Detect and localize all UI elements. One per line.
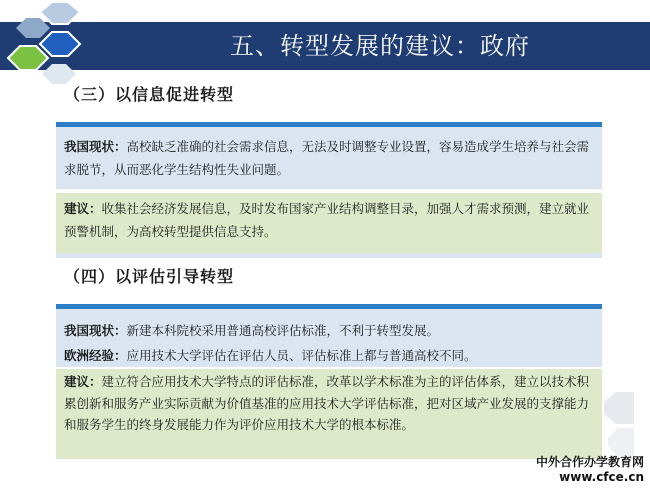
hexagon-logo-icon [0,0,110,90]
status-row [56,131,602,189]
hexagon-green-icon [8,46,48,70]
watermark-url: www.cfce.cn [559,470,644,484]
decorative-hexagon-icon [604,388,650,458]
slide-title [150,22,610,70]
hexagon-blue-icon [40,32,80,56]
hexagon-icon [42,64,76,84]
evaluation-box [56,304,602,459]
hexagon-icon [40,2,80,24]
slide-title-accent: 政府 [480,32,530,60]
row-label: 建议： [64,374,102,389]
watermark-site-name: 中外合作办学教育网 [535,455,644,469]
row-text: 建立符合应用技术大学特点的评估标准，改革以学术标准为主的评估体系，建立以技术积累创新和服务产业实际贡献为价值基准的应用技术大学评估标准，把对区域产业发展的支撑能力和服务学生的终身发展能力作为评价应用技术大学的根本标准。 [64,374,590,432]
row-label: 欧洲经验： [64,348,127,363]
hexagon-icon [16,18,50,38]
slide-title-main: 五、转型发展的建议： [230,32,480,60]
row-label: 建议： [64,201,102,216]
section-title-info: （三）以信息促进转型 [64,85,235,104]
row-text: 收集社会经济发展信息，及时发布国家产业结构调整目录，加强人才需求预测，建立就业预警机制，为高校转型提供信息支持。 [64,201,590,239]
europe-row [56,343,602,367]
status-row [56,315,602,343]
section-title-evaluation: （四）以评估引导转型 [64,267,235,286]
info-box [56,122,602,258]
suggestion-row [56,193,602,253]
row-text: 新建本科院校采用普通高校评估标准，不利于转型发展。 [126,323,440,338]
row-label: 我国现状： [64,323,127,338]
row-text: 高校缺乏准确的社会需求信息，无法及时调整专业设置，容易造成学生培养与社会需求脱节，从而恶化学生结构性失业问题。 [64,139,590,177]
row-label: 我国现状： [64,139,127,154]
suggestion-row [56,369,602,459]
watermark [536,455,644,485]
row-text: 应用技术大学评估在评估人员、评估标准上都与普通高校不同。 [126,348,477,363]
